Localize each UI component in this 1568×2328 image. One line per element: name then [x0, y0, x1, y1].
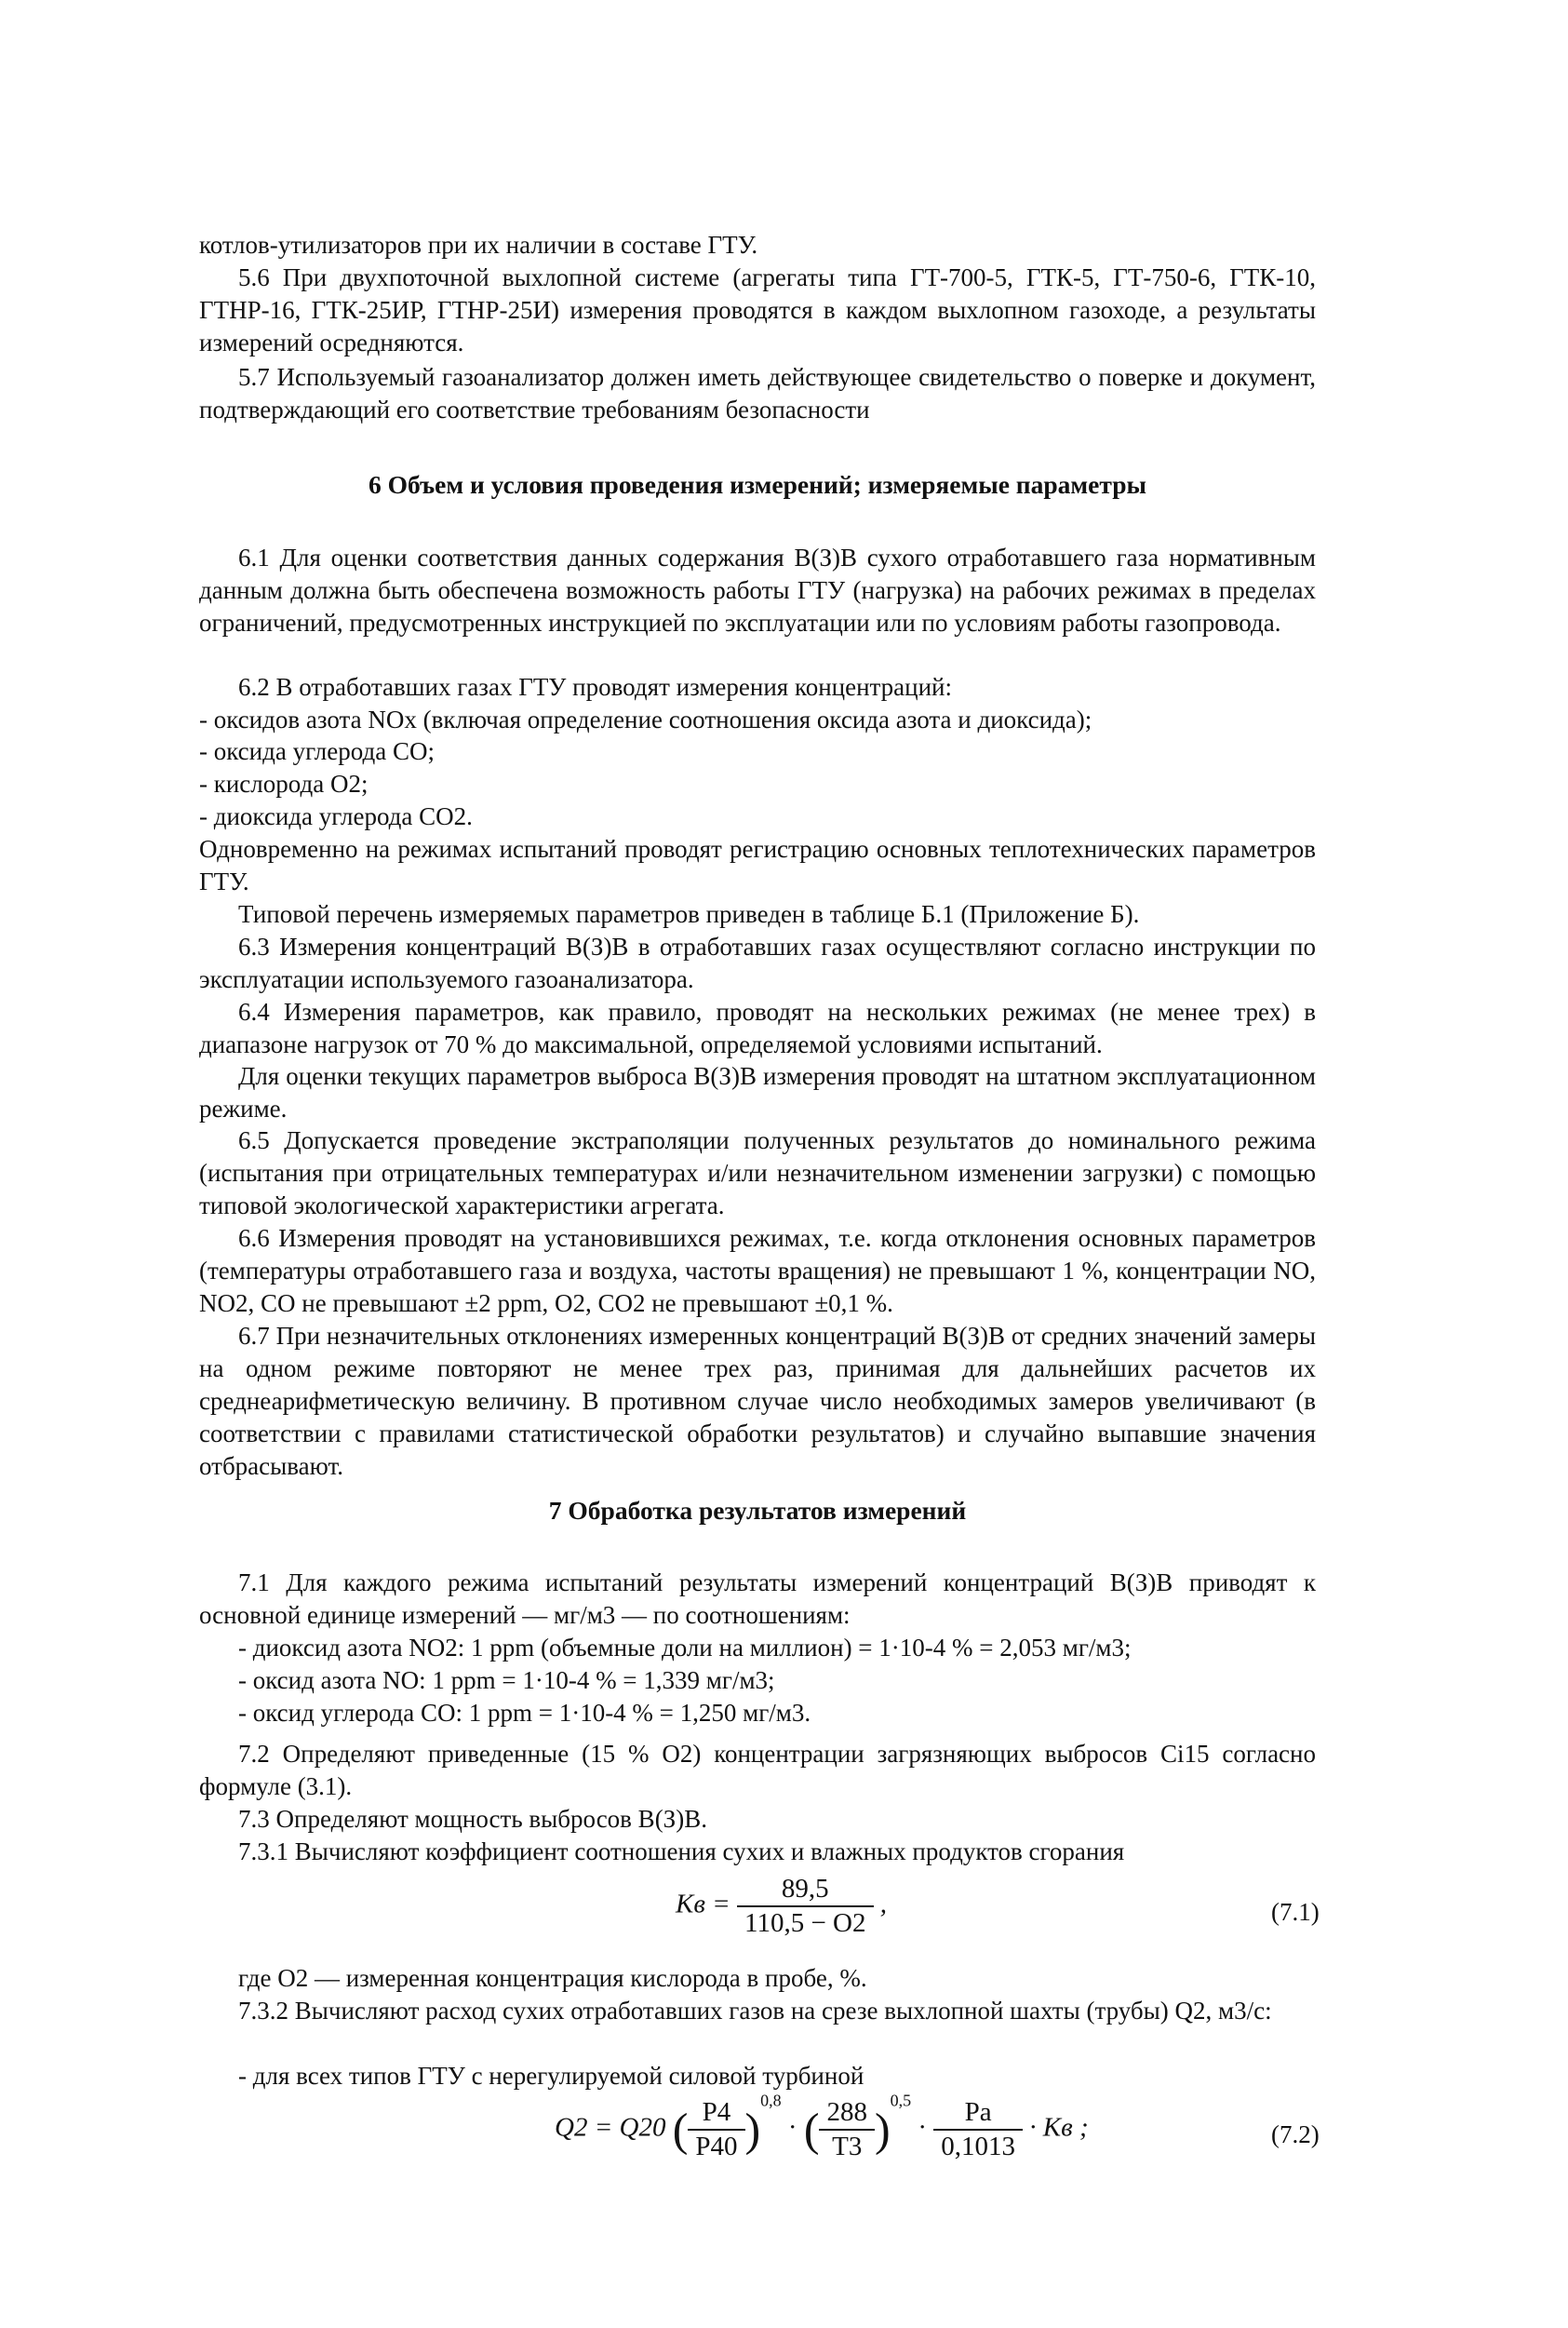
- paragraph-6-3: 6.3 Измерения концентраций В(З)В в отработавших газах осуществляют согласно инструкции по эксплуатации используемого газоанализатора.: [199, 933, 1316, 993]
- list-item-no-conversion: - оксид азота NO: 1 ppm = 1·10-4 % = 1,339 мг/м3;: [238, 1666, 775, 1694]
- list-item-co: - оксида углерода CO;: [199, 737, 435, 765]
- paragraph-simultaneous: Одновременно на режимах испытаний проводят регистрацию основных теплотехнических параметров ГТУ.: [199, 835, 1316, 895]
- list-item-co-conversion: - оксид углерода CO: 1 ppm = 1·10-4 % = 1,250 мг/м3.: [238, 1699, 811, 1727]
- formula-7-2-paren2-close: ): [874, 2103, 891, 2156]
- paragraph-6-4-b: Для оценки текущих параметров выброса В(З)В измерения проводят на штатном эксплуатационном режиме.: [199, 1062, 1316, 1123]
- formula-7-1: [676, 1873, 887, 1940]
- paragraph-6-1: 6.1 Для оценки соответствия данных содержания В(З)В сухого отработавшего газа нормативным данным должна быть обеспечена возможность работы ГТУ (нагрузка) на рабочих режимах в пределах ограничений, предусмотренных инструкцией по эксплуатации или по условиям работы газопровода.: [199, 544, 1316, 637]
- list-item-o2: - кислорода O2;: [199, 770, 369, 798]
- formula-7-2-paren2-open: (: [803, 2103, 820, 2156]
- formula-7-2-paren-open: (: [672, 2103, 689, 2156]
- formula-7-2-t-den: T3: [832, 2132, 863, 2161]
- paragraph-7-1: 7.1 Для каждого режима испытаний результаты измерений концентраций В(З)В приводят к основной единице измерений — мг/м3 — по соотношениям:: [199, 1568, 1316, 1629]
- formula-7-2-t-num: 288: [819, 2096, 875, 2131]
- formula-7-2-temperature-ratio: [819, 2096, 875, 2163]
- formula-7-2-pressure-ratio: [688, 2096, 744, 2163]
- paragraph-6-6: 6.6 Измерения проводят на установившихся режимах, т.е. когда отклонения основных параметров (температуры отработавшего газа и воздуха, частоты вращения) не превышают 1 %, концентрации NO, NO2, CO не превышают ±2 ppm, O2, CO2 не превышают ±0,1 %.: [199, 1224, 1316, 1317]
- paragraph-7-2: 7.2 Определяют приведенные (15 % O2) концентрации загрязняющих выбросов Ci15 согласно формуле (3.1).: [199, 1740, 1316, 1800]
- paragraph-5-6: 5.6 При двухпоточной выхлопной системе (агрегаты типа ГТ-700-5, ГТК-5, ГТ-750-6, ГТК-10, ГТНР-16, ГТК-25ИР, ГТНР-25И) измерения проводятся в каждом выхлопном газоходе, а результаты измерений осредняются.: [199, 263, 1316, 357]
- formula-7-2-atm-ratio: [933, 2096, 1023, 2163]
- paragraph-6-4: 6.4 Измерения параметров, как правило, проводят на нескольких режимах (не менее трех) в диапазоне нагрузок от 70 % до максимальной, определяемой условиями испытаний.: [199, 998, 1316, 1058]
- formula-7-1-lhs: Kв =: [676, 1889, 730, 1919]
- formula-7-2-exp1: 0,8: [760, 2091, 782, 2110]
- list-item-no2-conversion: - диоксид азота NO2: 1 ppm (объемные доли на миллион) = 1·10-4 % = 2,053 мг/м3;: [238, 1634, 1132, 1662]
- paragraph-where-o2: где O2 — измеренная концентрация кислорода в пробе, %.: [238, 1964, 867, 1992]
- formula-7-2-p-num: P4: [688, 2096, 744, 2131]
- formula-7-2-exp2: 0,5: [890, 2091, 912, 2110]
- paragraph-5-7: 5.7 Используемый газоанализатор должен иметь действующее свидетельство о поверке и документ, подтверждающий его соответствие требованиям безопасности: [199, 363, 1316, 424]
- formula-7-2-a-den: 0,1013: [941, 2132, 1016, 2161]
- paragraph-7-3: 7.3 Определяют мощность выбросов В(З)В.: [238, 1805, 707, 1833]
- paragraph-7-3-1: 7.3.1 Вычисляют коэффициент соотношения сухих и влажных продуктов сгорания: [238, 1837, 1125, 1865]
- formula-7-2-tail: · Kв ;: [1029, 2112, 1089, 2143]
- paragraph-6-2: 6.2 В отработавших газах ГТУ проводят измерения концентраций:: [238, 673, 953, 701]
- formula-7-1-denominator: 110,5 − O2: [744, 1908, 866, 1938]
- list-item-nox: - оксидов азота NOx (включая определение соотношения оксида азота и диоксида);: [199, 706, 1092, 733]
- list-item-all-types: - для всех типов ГТУ с нерегулируемой силовой турбиной: [238, 2062, 864, 2090]
- formula-7-1-tail: ,: [879, 1889, 887, 1919]
- formula-7-2-p-den: P40: [695, 2132, 738, 2161]
- formula-7-2-a-num: Pa: [933, 2096, 1023, 2131]
- formula-7-2-paren-close: ): [744, 2103, 761, 2156]
- section-7-heading: 7 Обработка результатов измерений: [548, 1496, 967, 1525]
- paragraph-continuation: котлов-утилизаторов при их наличии в составе ГТУ.: [199, 231, 758, 259]
- formula-7-1-numerator: 89,5: [737, 1873, 873, 1907]
- paragraph-7-3-2: 7.3.2 Вычисляют расход сухих отработавших газов на срезе выхлопной шахты (трубы) Q2, м3/с:: [238, 1997, 1272, 2025]
- equation-number-7-2: (7.2): [1271, 2120, 1320, 2148]
- formula-7-2: Q2 = Q20 ( $\frac{P4}{P40}$ )$^{0,8}$ · ( $\frac{288}{T3}$ )$^{0,5}$ · $\frac{Pa}{0,1013}$ · Kв ;: [555, 2091, 1089, 2161]
- paragraph-typical-list: Типовой перечень измеряемых параметров приведен в таблице Б.1 (Приложение Б).: [238, 900, 1140, 928]
- formula-7-1-fraction: [737, 1873, 873, 1940]
- equation-number-7-1: (7.1): [1271, 1898, 1320, 1926]
- list-item-co2: - диоксида углерода CO2.: [199, 802, 473, 830]
- paragraph-6-5: 6.5 Допускается проведение экстраполяции полученных результатов до номинального режима (испытания при отрицательных температурах и/или незначительном изменении загрузки) с помощью типовой экологической характеристики агрегата.: [199, 1126, 1316, 1219]
- section-6-heading: 6 Объем и условия проведения измерений; измеряемые параметры: [369, 470, 1146, 499]
- formula-7-2-lhs: Q2 = Q20: [555, 2112, 666, 2143]
- paragraph-6-7: 6.7 При незначительных отклонениях измеренных концентраций В(З)В от средних значений замеры на одном режиме повторяют не менее трех раз, принимая для дальнейших расчетов их среднеарифметическую величину. В противном случае число необходимых замеров увеличивают (в соответствии с правилами статистической обработки результатов) и случайно выпавшие значения отбрасывают.: [199, 1322, 1316, 1480]
